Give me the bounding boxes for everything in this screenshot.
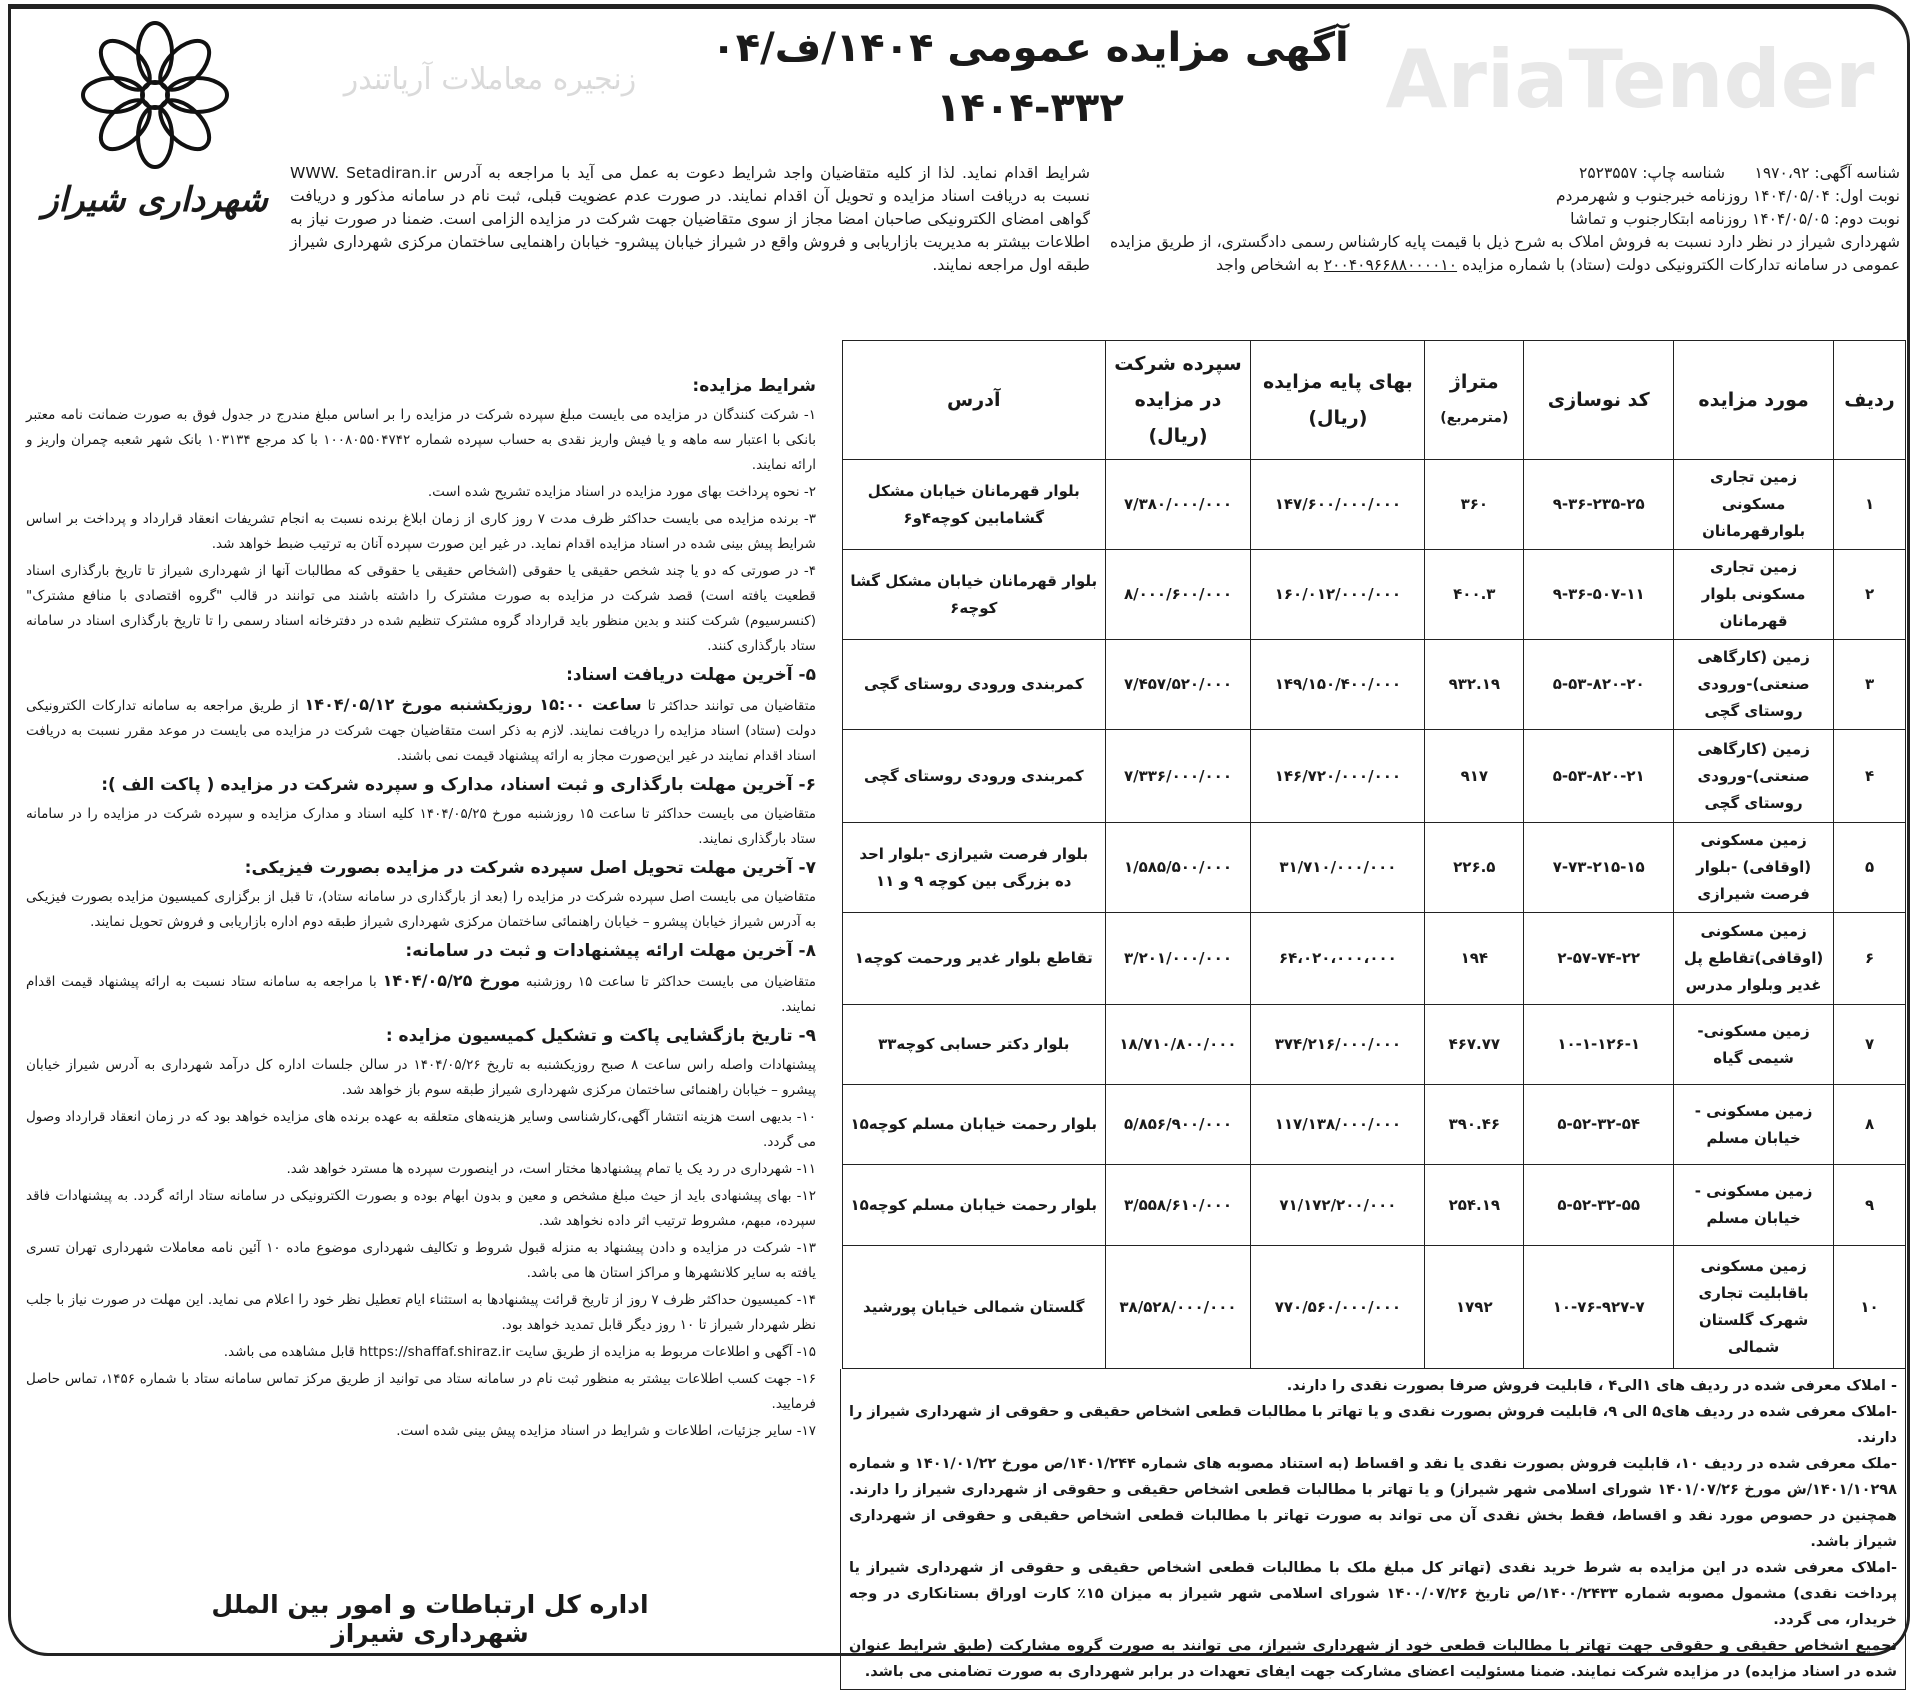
condition-item: متقاضیان می بایست اصل سپرده شرکت در مزایده را (بعد از بارگذاری در سامانه ستاد)، تا قبل از برگزاری کمیسیون مزایده بصورت فیزیکی به آدرس شیراز خیابان پیشرو – خیابان راهنمائی ساختمان مرکزی شهرداری شیراز طبقه دوم اداره بازاریابی و فروش تحویل نمایند. — [26, 889, 816, 930]
cell-area: ۳۹۰.۴۶ — [1425, 1085, 1524, 1165]
intro-continued: شرایط اقدام نماید. لذا از کلیه متقاضیان واجد شرایط دعوت به عمل می آید با مراجعه به آدرس WWW. Setadiran.ir نسبت به دریافت اسناد مزایده و تحویل آن اقدام نمایند. در صورت عدم عضویت قبلی، ثبت نام در سامانه مذکور و دریافت گواهی امضای الکترونیکی صاحبان امضا مجاز از سوی متقاضیان جهت شرکت در مزایده الزامی است. ضمنا در صورت نیاز به اطلاعات بیشتر به مدیریت بازاریابی و فروش واقع در شیراز خیابان پیشرو- خیابان راهنمایی ساختمان مرکزی شهرداری شیراز طبقه اول مراجعه نمایند. — [290, 164, 1090, 274]
cell-address: بلوار رحمت خیابان مسلم کوچه۱۵ — [843, 1085, 1106, 1165]
condition-item — [26, 968, 816, 1020]
table-notes — [840, 1369, 1906, 1690]
cell-address: کمربندی ورودی روستای گچی — [843, 640, 1106, 730]
cell-code: ۵-۵۲-۳۲-۵۴ — [1524, 1085, 1674, 1165]
condition-item: ۱۵- آگهی و اطلاعات مربوط به مزایده از طریق سایت https://shaffaf.shiraz.ir قابل مشاهده می باشد. — [223, 1344, 816, 1360]
deadline-date: مورخ ۱۴۰۴/۰۵/۲۵ — [382, 971, 521, 990]
cell-area: ۴۶۷.۷۷ — [1425, 1005, 1524, 1085]
cell-area: ۴۰۰.۳ — [1425, 550, 1524, 640]
cell-code: ۵-۵۳-۸۲۰-۲۱ — [1524, 730, 1674, 823]
cell-row: ۶ — [1834, 913, 1906, 1005]
condition-item: ۴- در صورتی که دو یا چند شخص حقیقی یا حقوقی (اشخاص حقیقی یا حقوقی که مطالبات آنها از شهرداری شیراز تا تاریخ بارگذاری اسناد قطعیت یافته است) قصد شرکت در مزایده به صورت مشترک را داشته باشند می توانند در قالب "گروه اقتصادی با منافع مشترک" (کنسرسیوم) شرکت کنند و بدین منظور باید قرارداد گروه مشترک تنظیم شده در دفترخانه اسناد رسمی را تا تاریخ بارگذاری اسناد در سامانه ستاد بارگذاری کنند. — [26, 563, 816, 654]
cell-deposit: ۳۸/۵۲۸/۰۰۰/۰۰۰ — [1105, 1246, 1251, 1369]
table-section — [842, 340, 1906, 1690]
col-subject: مورد مزایده — [1674, 341, 1834, 460]
condition-item: ۱۱- شهرداری در رد یک یا تمام پیشنهادها مختار است، در اینصورت سپرده ها مسترد خواهد شد. — [286, 1161, 816, 1177]
notice-intro — [1110, 162, 1900, 277]
cell-price: ۷۱/۱۷۲/۲۰۰/۰۰۰ — [1251, 1165, 1425, 1246]
notice-title — [700, 18, 1360, 138]
cell-deposit: ۷/۳۸۰/۰۰۰/۰۰۰ — [1105, 460, 1251, 550]
cell-deposit: ۳/۲۰۱/۰۰۰/۰۰۰ — [1105, 913, 1251, 1005]
cell-address: بلوار قهرمانان خیابان مشکل گشامابین کوچه۴و۶ — [843, 460, 1106, 550]
flower-logo-icon — [80, 20, 230, 170]
deadline-date: ساعت ۱۵:۰۰ روزیکشنبه مورخ ۱۴۰۴/۰۵/۱۲ — [304, 695, 642, 714]
cell-area: ۳۶۰ — [1425, 460, 1524, 550]
cell-row: ۱۰ — [1834, 1246, 1906, 1369]
col-row: ردیف — [1834, 341, 1906, 460]
cell-address: بلوار رحمت خیابان مسلم کوچه۱۵ — [843, 1165, 1106, 1246]
cell-subject: زمین تجاری مسکونی بلوار قهرمانان — [1674, 550, 1834, 640]
cell-code: ۲-۵۷-۷۴-۲۲ — [1524, 913, 1674, 1005]
col-price — [1251, 341, 1425, 460]
condition-item: ۱- شرکت کنندگان در مزایده می بایست مبلغ سپرده شرکت در مزایده را بر اساس مبلغ مندرج در جدول فوق به صورت ضمانت نامه معتبر بانکی با اعتبار سه ماهه و یا فیش واریز نقدی به حساب سپرده شماره ۱۰۰۸۰۵۵۰۴۷۴۲ با کد مرجع ۱۰۳۱۳۴ بانک شهر شعبه چمران واریز و ارائه نمایند. — [26, 407, 816, 473]
cell-code: ۱۰-۱-۱۲۶-۱ — [1524, 1005, 1674, 1085]
cell-price: ۱۴۶/۷۲۰/۰۰۰/۰۰۰ — [1251, 730, 1425, 823]
cell-subject: زمین مسکونی (اوقافی) -بلوار فرصت شیرازی — [1674, 823, 1834, 913]
cell-address: کمربندی ورودی روستای گچی — [843, 730, 1106, 823]
condition-item — [26, 692, 816, 769]
col-price-unit: (ریال) — [1308, 407, 1368, 429]
col-deposit-unit: (ریال) — [1148, 425, 1208, 447]
cell-subject: زمین مسکونی- شیمی گیاه — [1674, 1005, 1834, 1085]
cell-deposit: ۳/۵۵۸/۶۱۰/۰۰۰ — [1105, 1165, 1251, 1246]
condition-item: ۱۳- شرکت در مزایده و دادن پیشنهاد به منزله قبول شروط و تکالیف شهرداری موضوع ماده ۱۰ آئین نامه معاملات شهرداری تهران تسری یافته به سایر کلانشهرها و مراکز استان ها می باشد. — [26, 1240, 816, 1281]
cell-code: ۵-۵۳-۸۲۰-۲۰ — [1524, 640, 1674, 730]
condition-text: از طریق مراجعه به سامانه تدارکات الکترونیکی دولت (ستاد) اسناد مزایده را دریافت نمایند. لازم به ذکر است متقاضیان جهت شرکت در مزایده می بایست در موعد مقرر نسبت به دریافت اسناد اقدام نمایند در غیر این‌صورت مجاز به ارائه پیشنهاد قیمت نمی باشند. — [26, 698, 816, 764]
col-deposit-label: سپرده شرکت در مزایده — [1114, 353, 1242, 411]
condition-text: با مراجعه به سامانه ستاد نسبت به ارائه پیشنهاد قیمت اقدام نمایند. — [26, 974, 816, 1015]
condition-item: ۲- نحوه پرداخت بهای مورد مزایده در اسناد مزایده تشریح شده است. — [427, 484, 816, 500]
conditions-title: شرایط مزایده: — [692, 376, 816, 396]
table-row — [843, 823, 1906, 913]
col-area-label: متراژ — [1449, 371, 1499, 393]
logo-text: شهرداری شیراز — [42, 180, 268, 220]
table-row — [843, 1165, 1906, 1246]
condition-item: ۱۷- سایر جزئیات، اطلاعات و شرایط در اسناد مزایده پیش بینی شده است. — [396, 1423, 816, 1439]
condition-item: ۱۴- کمیسیون حداکثر ظرف ۷ روز از تاریخ قرائت پیشنهادها به استثناء ایام تعطیل نظر خود را اعلام می نماید. این مهلت در صورت نیاز با جلب نظر شهردار شیراز تا ۱۰ روز دیگر قابل تمدید خواهد بود. — [26, 1292, 816, 1333]
condition-heading: ۸- آخرین مهلت ارائه پیشنهادات و ثبت در سامانه: — [405, 941, 816, 961]
col-price-label: بهای پایه مزایده — [1262, 371, 1413, 393]
cell-price: ۱۱۷/۱۳۸/۰۰۰/۰۰۰ — [1251, 1085, 1425, 1165]
cell-deposit: ۸/۰۰۰/۶۰۰/۰۰۰ — [1105, 550, 1251, 640]
table-header-row — [843, 341, 1906, 460]
ad-id: شناسه آگهی: ۱۹۷۰،۹۲ — [1754, 164, 1900, 182]
col-code: کد نوسازی — [1524, 341, 1674, 460]
condition-item: ۱۰- بدیهی است هزینه انتشار آگهی،کارشناسی وسایر هزینه‌های متعلقه به عهده برنده های مزایده خواهد بود که در زمان انعقاد قرارداد وصول می گردد. — [26, 1109, 816, 1150]
shiraz-municipality-logo — [40, 20, 270, 270]
col-area — [1425, 341, 1524, 460]
condition-heading: ۵- آخرین مهلت دریافت اسناد: — [566, 665, 816, 685]
cell-row: ۴ — [1834, 730, 1906, 823]
cell-area: ۲۵۴.۱۹ — [1425, 1165, 1524, 1246]
condition-item: ۱۲- بهای پیشنهادی باید از حیث مبلغ مشخص و معین و بدون ابهام بوده و بصورت الکترونیکی در سامانه ستاد ارائه گردد. به پیشنهادات فاقد سپرده، مبهم، مشروط ترتیب اثر داده نخواهد شد. — [26, 1188, 816, 1229]
cell-code: ۹-۳۶-۲۳۵-۲۵ — [1524, 460, 1674, 550]
title-line-2: ۱۴۰۴-۳۳۲ — [936, 85, 1124, 131]
print-id: شناسه چاپ: ۲۵۲۳۵۵۷ — [1579, 164, 1725, 182]
cell-subject: زمین مسکونی (اوقافی)تقاطع پل غدیر وبلوار مدرس — [1674, 913, 1834, 1005]
cell-price: ۱۶۰/۰۱۲/۰۰۰/۰۰۰ — [1251, 550, 1425, 640]
cell-price: ۱۴۹/۱۵۰/۴۰۰/۰۰۰ — [1251, 640, 1425, 730]
second-round: نوبت دوم: ۱۴۰۴/۰۵/۰۵ روزنامه ابتکارجنوب و تماشا — [1570, 210, 1900, 228]
cell-address: تقاطع بلوار غدیر ورحمت کوچه۱ — [843, 913, 1106, 1005]
table-row — [843, 640, 1906, 730]
cell-address: بلوار فرصت شیرازی -بلوار احد ده بزرگی بین کوچه ۹ و ۱۱ — [843, 823, 1106, 913]
table-row — [843, 1005, 1906, 1085]
cell-row: ۸ — [1834, 1085, 1906, 1165]
title-line-1: آگهی مزایده عمومی ۱۴۰۴/ف/۰۴ — [711, 25, 1349, 71]
cell-area: ۱۹۴ — [1425, 913, 1524, 1005]
condition-text: متقاضیان می بایست حداکثر تا ساعت ۱۵ روزشنبه — [525, 974, 817, 990]
properties-table — [842, 340, 1906, 1369]
condition-heading: ۷- آخرین مهلت تحویل اصل سپرده شرکت در مزایده بصورت فیزیکی: — [244, 858, 816, 878]
intro-body — [1110, 231, 1900, 277]
auction-number: ۲۰۰۴۰۹۶۶۸۸۰۰۰۰۱۰ — [1323, 256, 1458, 274]
watermark-tagline: زنجیره معاملات آریاتندر — [343, 62, 637, 97]
condition-item: پیشنهادات واصله راس ساعت ۸ صبح روزیکشنبه به تاریخ ۱۴۰۴/۰۵/۲۶ در سالن جلسات اداره کل درآمد شهرداری به آدرس شیراز خیابان پیشرو – خیابان راهنمائی ساختمان مرکزی شهرداری شیراز طبقه سوم باز خواهد شد. — [26, 1057, 817, 1098]
intro-text: شهرداری شیراز در نظر دارد نسبت به فروش املاک به شرح ذیل با قیمت پایه کارشناس رسمی دادگستری، از طریق مزایده عمومی در سامانه تدارکات الکترونیکی دولت (ستاد) با شماره مزایده — [1110, 233, 1900, 274]
cell-address: گلستان شمالی خیابان پورشید — [843, 1246, 1106, 1369]
intro-text-end: به اشخاص واجد — [1216, 256, 1319, 274]
condition-heading: ۹- تاریخ بازگشایی پاکت و تشکیل کمیسیون مزایده : — [385, 1026, 816, 1046]
cell-row: ۳ — [1834, 640, 1906, 730]
cell-address: بلوار دکتر حسابی کوچه۳۳ — [843, 1005, 1106, 1085]
cell-row: ۷ — [1834, 1005, 1906, 1085]
ids-line — [1110, 162, 1900, 185]
cell-price: ۳۷۴/۲۱۶/۰۰۰/۰۰۰ — [1251, 1005, 1425, 1085]
condition-item: ۱۶- جهت کسب اطلاعات بیشتر به منظور ثبت نام در سامانه ستاد می توانید از طریق مرکز تماس سامانه ستاد با شماره ۱۴۵۶، تماس حاصل فرمایید. — [26, 1371, 816, 1412]
cell-subject: زمین (کارگاهی صنعتی)-ورودی روستای گچی — [1674, 730, 1834, 823]
cell-deposit: ۷/۴۵۷/۵۲۰/۰۰۰ — [1105, 640, 1251, 730]
col-address: آدرس — [843, 341, 1106, 460]
note: - املاک معرفی شده در ردیف های ۱الی۴ ، قابلیت فروش صرفا بصورت نقدی را دارند. — [1286, 1378, 1897, 1394]
cell-row: ۹ — [1834, 1165, 1906, 1246]
watermark-brand: AriaTender — [1385, 33, 1875, 126]
cell-deposit: ۱/۵۸۵/۵۰۰/۰۰۰ — [1105, 823, 1251, 913]
cell-row: ۲ — [1834, 550, 1906, 640]
cell-address: بلوار قهرمانان خیابان مشکل گشا کوچه۶ — [843, 550, 1106, 640]
cell-subject: زمین تجاری مسکونی بلوارقهرمانان — [1674, 460, 1834, 550]
note: تجمیع اشخاص حقیقی و حقوقی جهت تهاتر با مطالبات قطعی خود از شهرداری شیراز، می توانند به صورت گروه مشارکت (طبق شرایط عنوان شده در اسناد مزایده) در مزایده شرکت نمایند. ضمنا مسئولیت اعضای مشارکت جهت ایفای تعهدات در برابر شهرداری به صورت تضامنی می باشد. — [849, 1638, 1897, 1680]
cell-row: ۱ — [1834, 460, 1906, 550]
cell-code: ۷-۷۳-۲۱۵-۱۵ — [1524, 823, 1674, 913]
auction-conditions — [26, 372, 816, 1446]
cell-price: ۱۴۷/۶۰۰/۰۰۰/۰۰۰ — [1251, 460, 1425, 550]
cell-price: ۳۱/۷۱۰/۰۰۰/۰۰۰ — [1251, 823, 1425, 913]
first-round: نوبت اول: ۱۴۰۴/۰۵/۰۴ روزنامه خبرجنوب و شهرمردم — [1555, 187, 1900, 205]
cell-area: ۱۷۹۲ — [1425, 1246, 1524, 1369]
cell-area: ۹۱۷ — [1425, 730, 1524, 823]
condition-item: متقاضیان می بایست حداکثر تا ساعت ۱۵ روزشنبه مورخ ۱۴۰۴/۰۵/۲۵ کلیه اسناد و مدارک مزایده و سپرده شرکت در مزایده را در سامانه ستاد بارگذاری نمایند. — [26, 806, 816, 847]
note: -املاک معرفی شده در این مزایده به شرط خرید نقدی (تهاتر کل مبلغ ملک با مطالبات قطعی اشخاص حقیقی و حقوقی از شهرداری شیراز یا پرداخت نقدی) مشمول مصوبه شماره ۱۴۰۰/۲۴۳۳/ص تاریخ ۱۴۰۰/۰۷/۲۶ شورای اسلامی شهر شیراز به میزان ۱۵٪ کارت اوراق بستانکاری در وجه خریدار، می گردد. — [849, 1560, 1898, 1628]
col-area-unit: (مترمربع) — [1440, 410, 1509, 426]
table-row — [843, 460, 1906, 550]
footer-signature: اداره کل ارتباطات و امور بین الملل شهرداری شیراز — [211, 1590, 649, 1648]
cell-deposit: ۱۸/۷۱۰/۸۰۰/۰۰۰ — [1105, 1005, 1251, 1085]
condition-text: متقاضیان می توانند حداکثر تا — [647, 698, 817, 714]
cell-subject: زمین مسکونی - خیابان مسلم — [1674, 1085, 1834, 1165]
cell-code: ۵-۵۲-۳۲-۵۵ — [1524, 1165, 1674, 1246]
cell-subject: زمین مسکونی - خیابان مسلم — [1674, 1165, 1834, 1246]
cell-code: ۱۰-۷۶-۹۲۷-۷ — [1524, 1246, 1674, 1369]
cell-code: ۹-۳۶-۵۰۷-۱۱ — [1524, 550, 1674, 640]
cell-price: ۷۷۰/۵۶۰/۰۰۰/۰۰۰ — [1251, 1246, 1425, 1369]
cell-subject: زمین مسکونی باقابلیت تجاری شهرک گلستان شمالی — [1674, 1246, 1834, 1369]
table-row — [843, 913, 1906, 1005]
cell-subject: زمین (کارگاهی صنعتی)-ورودی روستای گچی — [1674, 640, 1834, 730]
cell-deposit: ۵/۸۵۶/۹۰۰/۰۰۰ — [1105, 1085, 1251, 1165]
table-row — [843, 1246, 1906, 1369]
condition-heading: ۶- آخرین مهلت بارگذاری و ثبت اسناد، مدارک و سپرده شرکت در مزایده ( پاکت الف ): — [101, 775, 816, 795]
cell-row: ۵ — [1834, 823, 1906, 913]
note: -املاک معرفی شده در ردیف های۵ الی ۹، قابلیت فروش بصورت نقدی و یا تهاتر با مطالبات قطعی اشخاص حقیقی و حقوقی از شهرداری شیراز را دارند. — [849, 1404, 1897, 1446]
table-row — [843, 1085, 1906, 1165]
cell-price: ۶۴،۰۲۰،۰۰۰،۰۰۰ — [1251, 913, 1425, 1005]
table-row — [843, 730, 1906, 823]
note: -ملک معرفی شده در ردیف ۱۰، قابلیت فروش بصورت نقدی یا نقد و اقساط (به استناد مصوبه های شماره ۱۴۰۱/۲۴۴/ص مورخ ۱۴۰۱/۰۱/۲۲ و شماره ۱۴۰۱/۱۰۲۹۸/ش مورخ ۱۴۰۱/۰۷/۲۶ شورای اسلامی شهر شیراز) و یا تهاتر با مطالبات قطعی اشخاص حقیقی و حقوقی از شهرداری شیراز را دارند. همچنین در حصوص مورد نقد و اقساط، فقط بخش نقدی آن می تواند به صورت تهاتر با مطالبات قطعی اشخاص حقیقی و حقوقی از شهرداری شیراز باشد. — [849, 1456, 1897, 1550]
col-deposit — [1105, 341, 1251, 460]
condition-item: ۳- برنده مزایده می بایست حداکثر ظرف مدت ۷ روز کاری از زمان ابلاغ برنده نسبت به انجام تشریفات انعقاد قرارداد و پرداخت بر اساس شرایط پیش بینی شده در اسناد مزایده اقدام نماید. در غیر این صورت سپرده آنان به ترتیب ضبط خواهد شد. — [26, 511, 816, 552]
cell-area: ۹۳۲.۱۹ — [1425, 640, 1524, 730]
cell-deposit: ۷/۳۳۶/۰۰۰/۰۰۰ — [1105, 730, 1251, 823]
table-row — [843, 550, 1906, 640]
cell-area: ۲۲۶.۵ — [1425, 823, 1524, 913]
